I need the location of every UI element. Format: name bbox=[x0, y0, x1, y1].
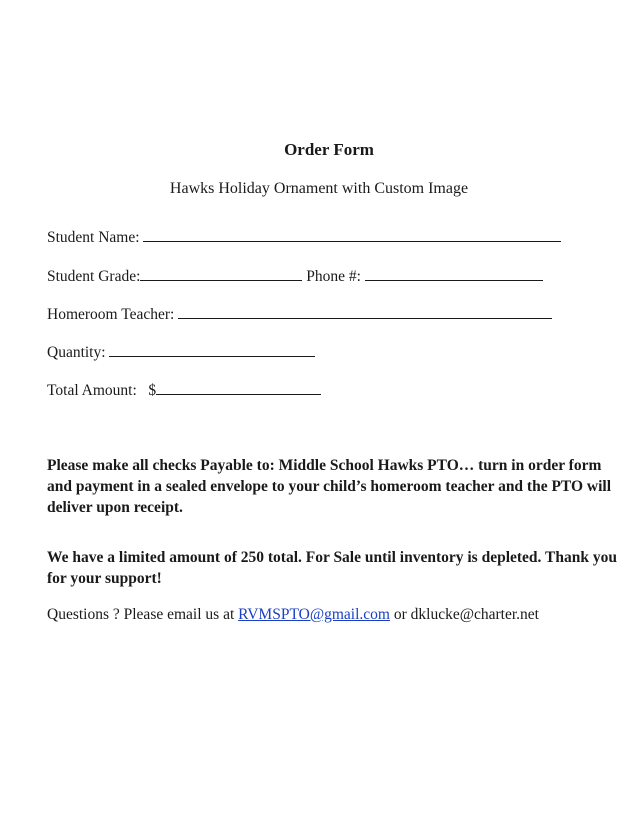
currency-symbol: $ bbox=[148, 382, 157, 399]
total-amount-label: Total Amount: bbox=[47, 382, 137, 399]
quantity-row bbox=[47, 344, 315, 362]
total-amount-blank[interactable] bbox=[156, 382, 321, 395]
student-grade-row bbox=[47, 268, 543, 286]
student-grade-label: Student Grade: bbox=[47, 268, 141, 285]
total-amount-row bbox=[47, 382, 321, 400]
questions-line bbox=[47, 604, 617, 625]
student-name-blank[interactable] bbox=[143, 229, 561, 242]
student-name-row bbox=[47, 229, 561, 247]
limited-quantity-note: We have a limited amount of 250 total. For Sale until inventory is depleted. Thank you for your support! bbox=[47, 549, 617, 587]
questions-prefix: Questions ? Please email us at bbox=[47, 606, 239, 623]
homeroom-teacher-blank[interactable] bbox=[178, 306, 552, 319]
homeroom-teacher-label: Homeroom Teacher: bbox=[47, 306, 175, 323]
homeroom-teacher-row bbox=[47, 306, 552, 324]
quantity-blank[interactable] bbox=[109, 344, 315, 357]
page-subtitle: Hawks Holiday Ornament with Custom Image bbox=[169, 180, 469, 197]
phone-blank[interactable] bbox=[365, 268, 543, 281]
questions-middle: or bbox=[389, 606, 411, 623]
student-grade-blank[interactable] bbox=[140, 268, 302, 281]
student-name-label: Student Name: bbox=[47, 229, 140, 246]
phone-label: Phone #: bbox=[306, 268, 361, 285]
page-title: Order Form bbox=[284, 140, 374, 159]
alternate-email: dklucke@charter.net bbox=[410, 606, 539, 623]
payment-instructions: Please make all checks Payable to: Middle School Hawks PTO… turn in order form and payment in a sealed envelope to your child’s homeroom teacher and the PTO will deliver upon receipt. bbox=[47, 457, 612, 516]
pto-email-link[interactable]: RVMSPTO@gmail.com bbox=[238, 606, 390, 623]
quantity-label: Quantity: bbox=[47, 344, 106, 361]
